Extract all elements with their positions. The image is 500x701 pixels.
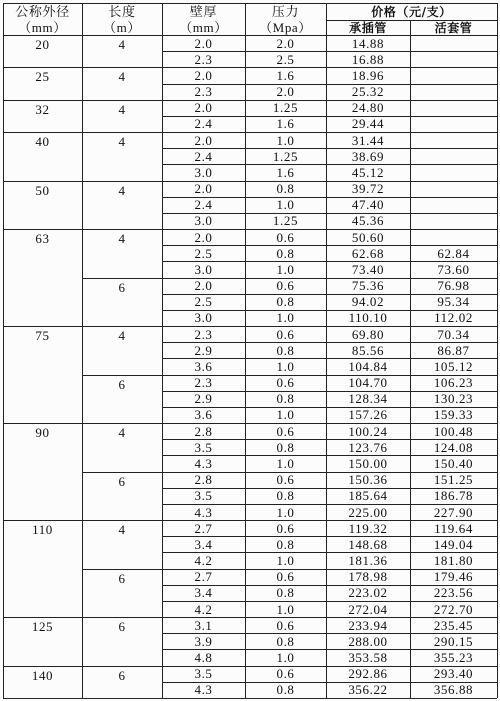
price-loose-cell <box>410 35 497 51</box>
pressure-cell: 1.0 <box>276 553 295 569</box>
pressure-cell: 0.6 <box>276 666 295 682</box>
price-socket-cell: 100.24 <box>348 423 388 439</box>
header-price-divider <box>326 20 497 21</box>
price-loose-cell <box>410 116 497 132</box>
wall-thickness-cell: 3.1 <box>194 617 213 633</box>
length-cell: 6 <box>118 279 126 295</box>
price-socket-cell: 272.04 <box>348 601 388 617</box>
length-cell: 6 <box>118 619 126 635</box>
header-price: 价格（元/支） <box>371 4 452 19</box>
length-cell: 4 <box>118 231 126 247</box>
wall-thickness-cell: 2.3 <box>194 51 213 67</box>
diameter-cell: 20 <box>35 37 50 52</box>
price-loose-cell: 150.40 <box>433 455 474 471</box>
diameter-cell: 110 <box>32 522 53 538</box>
pressure-cell: 1.0 <box>276 261 295 277</box>
price-socket-cell: 150.00 <box>348 455 388 471</box>
wall-thickness-cell: 3.9 <box>194 633 213 649</box>
price-socket-cell: 104.84 <box>348 358 388 374</box>
wall-thickness-cell: 2.5 <box>194 294 213 310</box>
price-socket-cell: 38.69 <box>351 148 385 164</box>
pressure-cell: 0.8 <box>276 488 295 504</box>
price-loose-cell: 100.48 <box>433 423 474 439</box>
wall-thickness-cell: 2.0 <box>194 35 213 51</box>
price-socket-cell: 94.02 <box>351 294 385 310</box>
price-loose-cell: 356.88 <box>433 682 474 698</box>
wall-thickness-cell: 3.5 <box>194 439 213 455</box>
wall-thickness-cell: 2.3 <box>194 84 213 100</box>
length-cell: 6 <box>118 667 126 683</box>
wall-thickness-cell: 2.5 <box>194 245 213 261</box>
column-line <box>410 35 411 698</box>
pressure-cell: 1.25 <box>272 100 299 116</box>
price-loose-cell: 130.23 <box>433 391 474 407</box>
price-socket-cell: 356.22 <box>348 682 388 698</box>
diameter-cell: 125 <box>31 619 54 635</box>
price-socket-cell: 45.36 <box>351 213 385 229</box>
header-diameter-label: 公称外径 <box>15 3 70 19</box>
price-loose-cell <box>410 197 497 213</box>
price-loose-cell <box>410 84 497 100</box>
group-line <box>3 698 497 699</box>
pressure-cell: 1.0 <box>276 455 295 471</box>
wall-thickness-cell: 4.3 <box>194 504 213 520</box>
column-line <box>245 3 246 698</box>
price-socket-cell: 288.00 <box>348 633 388 649</box>
wall-thickness-cell: 4.8 <box>194 650 213 666</box>
price-loose-cell <box>410 67 497 83</box>
header-diameter-unit: （mm） <box>18 19 67 35</box>
diameter-cell: 40 <box>35 134 50 150</box>
wall-thickness-cell: 3.0 <box>194 213 213 229</box>
price-loose-cell: 76.98 <box>437 278 470 294</box>
pressure-cell: 1.0 <box>276 407 295 423</box>
pressure-cell: 0.8 <box>276 585 295 601</box>
price-loose-cell <box>410 51 497 67</box>
price-loose-cell: 181.80 <box>433 553 474 569</box>
price-loose-cell: 272.70 <box>433 601 474 617</box>
price-socket-cell: 75.36 <box>351 278 385 294</box>
wall-thickness-cell: 2.3 <box>194 326 213 342</box>
wall-thickness-cell: 2.8 <box>194 472 213 488</box>
price-socket-cell: 16.88 <box>351 51 385 67</box>
pressure-cell: 1.0 <box>276 650 295 666</box>
wall-thickness-cell: 2.0 <box>194 181 213 197</box>
diameter-cell: 75 <box>35 328 50 344</box>
wall-thickness-cell: 3.4 <box>194 536 213 552</box>
wall-thickness-cell: 2.8 <box>194 423 213 439</box>
price-socket-cell: 45.12 <box>351 164 385 180</box>
price-socket-cell: 104.70 <box>348 375 388 391</box>
price-loose-cell <box>410 229 497 245</box>
pressure-cell: 0.8 <box>276 245 295 261</box>
length-cell: 6 <box>118 376 126 392</box>
pressure-cell: 1.25 <box>272 148 299 164</box>
wall-thickness-cell: 3.5 <box>194 488 213 504</box>
header-length-unit: （m） <box>103 19 141 35</box>
pressure-cell: 0.6 <box>276 278 295 294</box>
length-cell: 4 <box>118 328 126 344</box>
price-loose-cell: 73.60 <box>437 261 470 277</box>
column-line <box>162 3 163 698</box>
table-border-top <box>3 3 497 4</box>
pressure-cell: 0.8 <box>276 682 295 698</box>
price-loose-cell: 95.34 <box>437 294 470 310</box>
price-socket-cell: 39.72 <box>351 181 385 197</box>
pressure-cell: 1.0 <box>276 358 295 374</box>
wall-thickness-cell: 2.9 <box>194 342 213 358</box>
wall-thickness-cell: 3.0 <box>194 164 213 180</box>
price-loose-cell: 179.46 <box>433 569 474 585</box>
pressure-cell: 0.6 <box>276 520 295 536</box>
length-cell: 4 <box>118 522 126 538</box>
wall-thickness-cell: 4.3 <box>194 682 213 698</box>
length-cell: 4 <box>118 69 126 85</box>
wall-thickness-cell: 2.9 <box>194 391 213 407</box>
pressure-cell: 0.6 <box>276 423 295 439</box>
price-socket-cell: 123.76 <box>348 439 388 455</box>
price-socket-cell: 223.02 <box>348 585 388 601</box>
pressure-cell: 0.6 <box>276 375 295 391</box>
price-loose-cell <box>410 100 497 116</box>
diameter-cell: 50 <box>35 182 50 198</box>
header-price-loose: 活套管 <box>434 20 473 35</box>
price-socket-cell: 110.10 <box>348 310 388 326</box>
length-cell: 4 <box>118 425 126 441</box>
pressure-cell: 0.8 <box>276 633 295 649</box>
price-loose-cell: 112.02 <box>434 310 473 326</box>
price-loose-cell: 290.15 <box>433 633 474 649</box>
pressure-cell: 0.8 <box>276 342 295 358</box>
wall-thickness-cell: 2.0 <box>194 278 213 294</box>
price-socket-cell: 233.94 <box>348 617 388 633</box>
wall-thickness-cell: 3.0 <box>194 261 213 277</box>
price-socket-cell: 69.80 <box>351 326 385 342</box>
column-line <box>326 3 327 698</box>
pressure-cell: 1.0 <box>276 601 295 617</box>
price-socket-cell: 47.40 <box>351 197 385 213</box>
wall-thickness-cell: 2.7 <box>194 520 213 536</box>
price-loose-cell <box>410 132 497 148</box>
pressure-cell: 0.8 <box>276 536 295 552</box>
diameter-cell: 140 <box>31 667 54 683</box>
diameter-cell: 32 <box>35 101 50 117</box>
header-price-divider <box>410 20 411 35</box>
wall-thickness-cell: 2.0 <box>194 132 213 148</box>
pressure-cell: 0.6 <box>276 617 295 633</box>
price-loose-cell <box>410 181 497 197</box>
wall-thickness-cell: 2.7 <box>194 569 213 585</box>
price-socket-cell: 62.68 <box>351 245 385 261</box>
wall-thickness-cell: 3.0 <box>194 310 213 326</box>
pressure-cell: 0.8 <box>276 294 295 310</box>
wall-thickness-cell: 2.3 <box>194 375 213 391</box>
price-socket-cell: 185.64 <box>348 488 388 504</box>
price-loose-cell: 355.23 <box>433 650 474 666</box>
length-cell: 4 <box>118 182 126 198</box>
price-socket-cell: 128.34 <box>348 391 388 407</box>
wall-thickness-cell: 4.2 <box>194 553 213 569</box>
price-socket-cell: 178.98 <box>348 569 388 585</box>
wall-thickness-cell: 4.3 <box>194 455 213 471</box>
column-line <box>82 3 83 698</box>
price-loose-cell <box>410 148 497 164</box>
length-cell: 4 <box>118 134 126 150</box>
wall-thickness-cell: 2.4 <box>194 148 213 164</box>
pressure-cell: 2.5 <box>276 51 295 67</box>
price-loose-cell: 186.78 <box>433 488 474 504</box>
wall-thickness-cell: 4.2 <box>194 601 213 617</box>
price-socket-cell: 150.36 <box>348 472 388 488</box>
pressure-cell: 0.6 <box>276 326 295 342</box>
price-socket-cell: 31.44 <box>351 132 385 148</box>
price-loose-cell: 119.64 <box>434 520 473 536</box>
wall-thickness-cell: 2.4 <box>194 116 213 132</box>
wall-thickness-cell: 3.6 <box>194 407 213 423</box>
length-cell: 6 <box>118 570 126 586</box>
price-loose-cell: 227.90 <box>433 504 474 520</box>
price-loose-cell: 151.25 <box>433 472 474 488</box>
price-socket-cell: 353.58 <box>348 650 388 666</box>
wall-thickness-cell: 2.0 <box>194 67 213 83</box>
price-socket-cell: 24.80 <box>351 100 385 116</box>
pressure-cell: 1.6 <box>276 116 295 132</box>
price-socket-cell: 119.32 <box>348 520 388 536</box>
pressure-cell: 1.0 <box>276 504 295 520</box>
price-socket-cell: 148.68 <box>348 536 388 552</box>
wall-thickness-cell: 3.6 <box>194 358 213 374</box>
length-cell: 6 <box>118 473 126 489</box>
price-loose-cell <box>410 164 497 180</box>
header-price-socket: 承插管 <box>349 20 387 35</box>
price-loose-cell: 62.84 <box>437 245 470 261</box>
price-socket-cell: 157.26 <box>348 407 388 423</box>
header-pressure-unit: （Mpa） <box>259 19 312 35</box>
price-socket-cell: 225.00 <box>348 504 388 520</box>
wall-thickness-cell: 2.0 <box>194 100 213 116</box>
wall-thickness-cell: 2.0 <box>194 229 213 245</box>
price-socket-cell: 181.36 <box>348 553 388 569</box>
price-socket-cell: 14.88 <box>351 35 385 51</box>
pressure-cell: 0.6 <box>276 472 295 488</box>
pressure-cell: 0.8 <box>276 391 295 407</box>
wall-thickness-cell: 3.5 <box>194 666 213 682</box>
table-border-side <box>497 3 498 698</box>
header-wall-thickness-unit: （mm） <box>179 19 228 35</box>
diameter-cell: 90 <box>35 425 50 441</box>
pressure-cell: 1.0 <box>276 310 295 326</box>
price-loose-cell: 70.34 <box>437 326 470 342</box>
price-socket-cell: 73.40 <box>351 261 385 277</box>
wall-thickness-cell: 3.4 <box>194 585 213 601</box>
length-cell: 4 <box>118 101 126 117</box>
pressure-cell: 0.6 <box>276 229 295 245</box>
price-socket-cell: 85.56 <box>351 342 385 358</box>
pressure-cell: 1.25 <box>272 213 299 229</box>
price-loose-cell: 105.12 <box>433 358 474 374</box>
price-socket-cell: 292.86 <box>348 666 388 682</box>
price-loose-cell: 293.40 <box>433 666 474 682</box>
price-loose-cell <box>410 213 497 229</box>
pressure-cell: 1.6 <box>276 164 295 180</box>
header-pressure-label: 压力 <box>271 3 300 19</box>
price-loose-cell: 223.56 <box>433 585 474 601</box>
wall-thickness-cell: 2.4 <box>194 197 213 213</box>
pressure-cell: 2.0 <box>276 84 295 100</box>
length-cell: 4 <box>118 37 126 52</box>
header-length-label: 长度 <box>108 3 136 19</box>
pressure-cell: 2.0 <box>276 35 295 51</box>
pressure-cell: 0.8 <box>276 181 295 197</box>
table-border-side <box>3 3 4 698</box>
price-socket-cell: 25.32 <box>351 84 385 100</box>
pressure-cell: 1.0 <box>276 197 295 213</box>
diameter-cell: 63 <box>35 231 50 247</box>
price-socket-cell: 18.96 <box>351 67 385 83</box>
pressure-cell: 1.0 <box>276 132 295 148</box>
header-wall-thickness-label: 壁厚 <box>189 3 218 19</box>
price-loose-cell: 124.08 <box>433 439 474 455</box>
price-loose-cell: 106.23 <box>433 375 474 391</box>
pressure-cell: 0.6 <box>276 569 295 585</box>
diameter-cell: 25 <box>35 69 50 85</box>
price-loose-cell: 86.87 <box>437 342 470 358</box>
price-loose-cell: 235.45 <box>433 617 474 633</box>
price-socket-cell: 29.44 <box>351 116 385 132</box>
pressure-cell: 1.6 <box>276 67 295 83</box>
price-socket-cell: 50.60 <box>351 229 385 245</box>
price-loose-cell: 159.33 <box>433 407 474 423</box>
price-loose-cell: 149.04 <box>433 536 474 552</box>
pressure-cell: 0.8 <box>276 439 295 455</box>
